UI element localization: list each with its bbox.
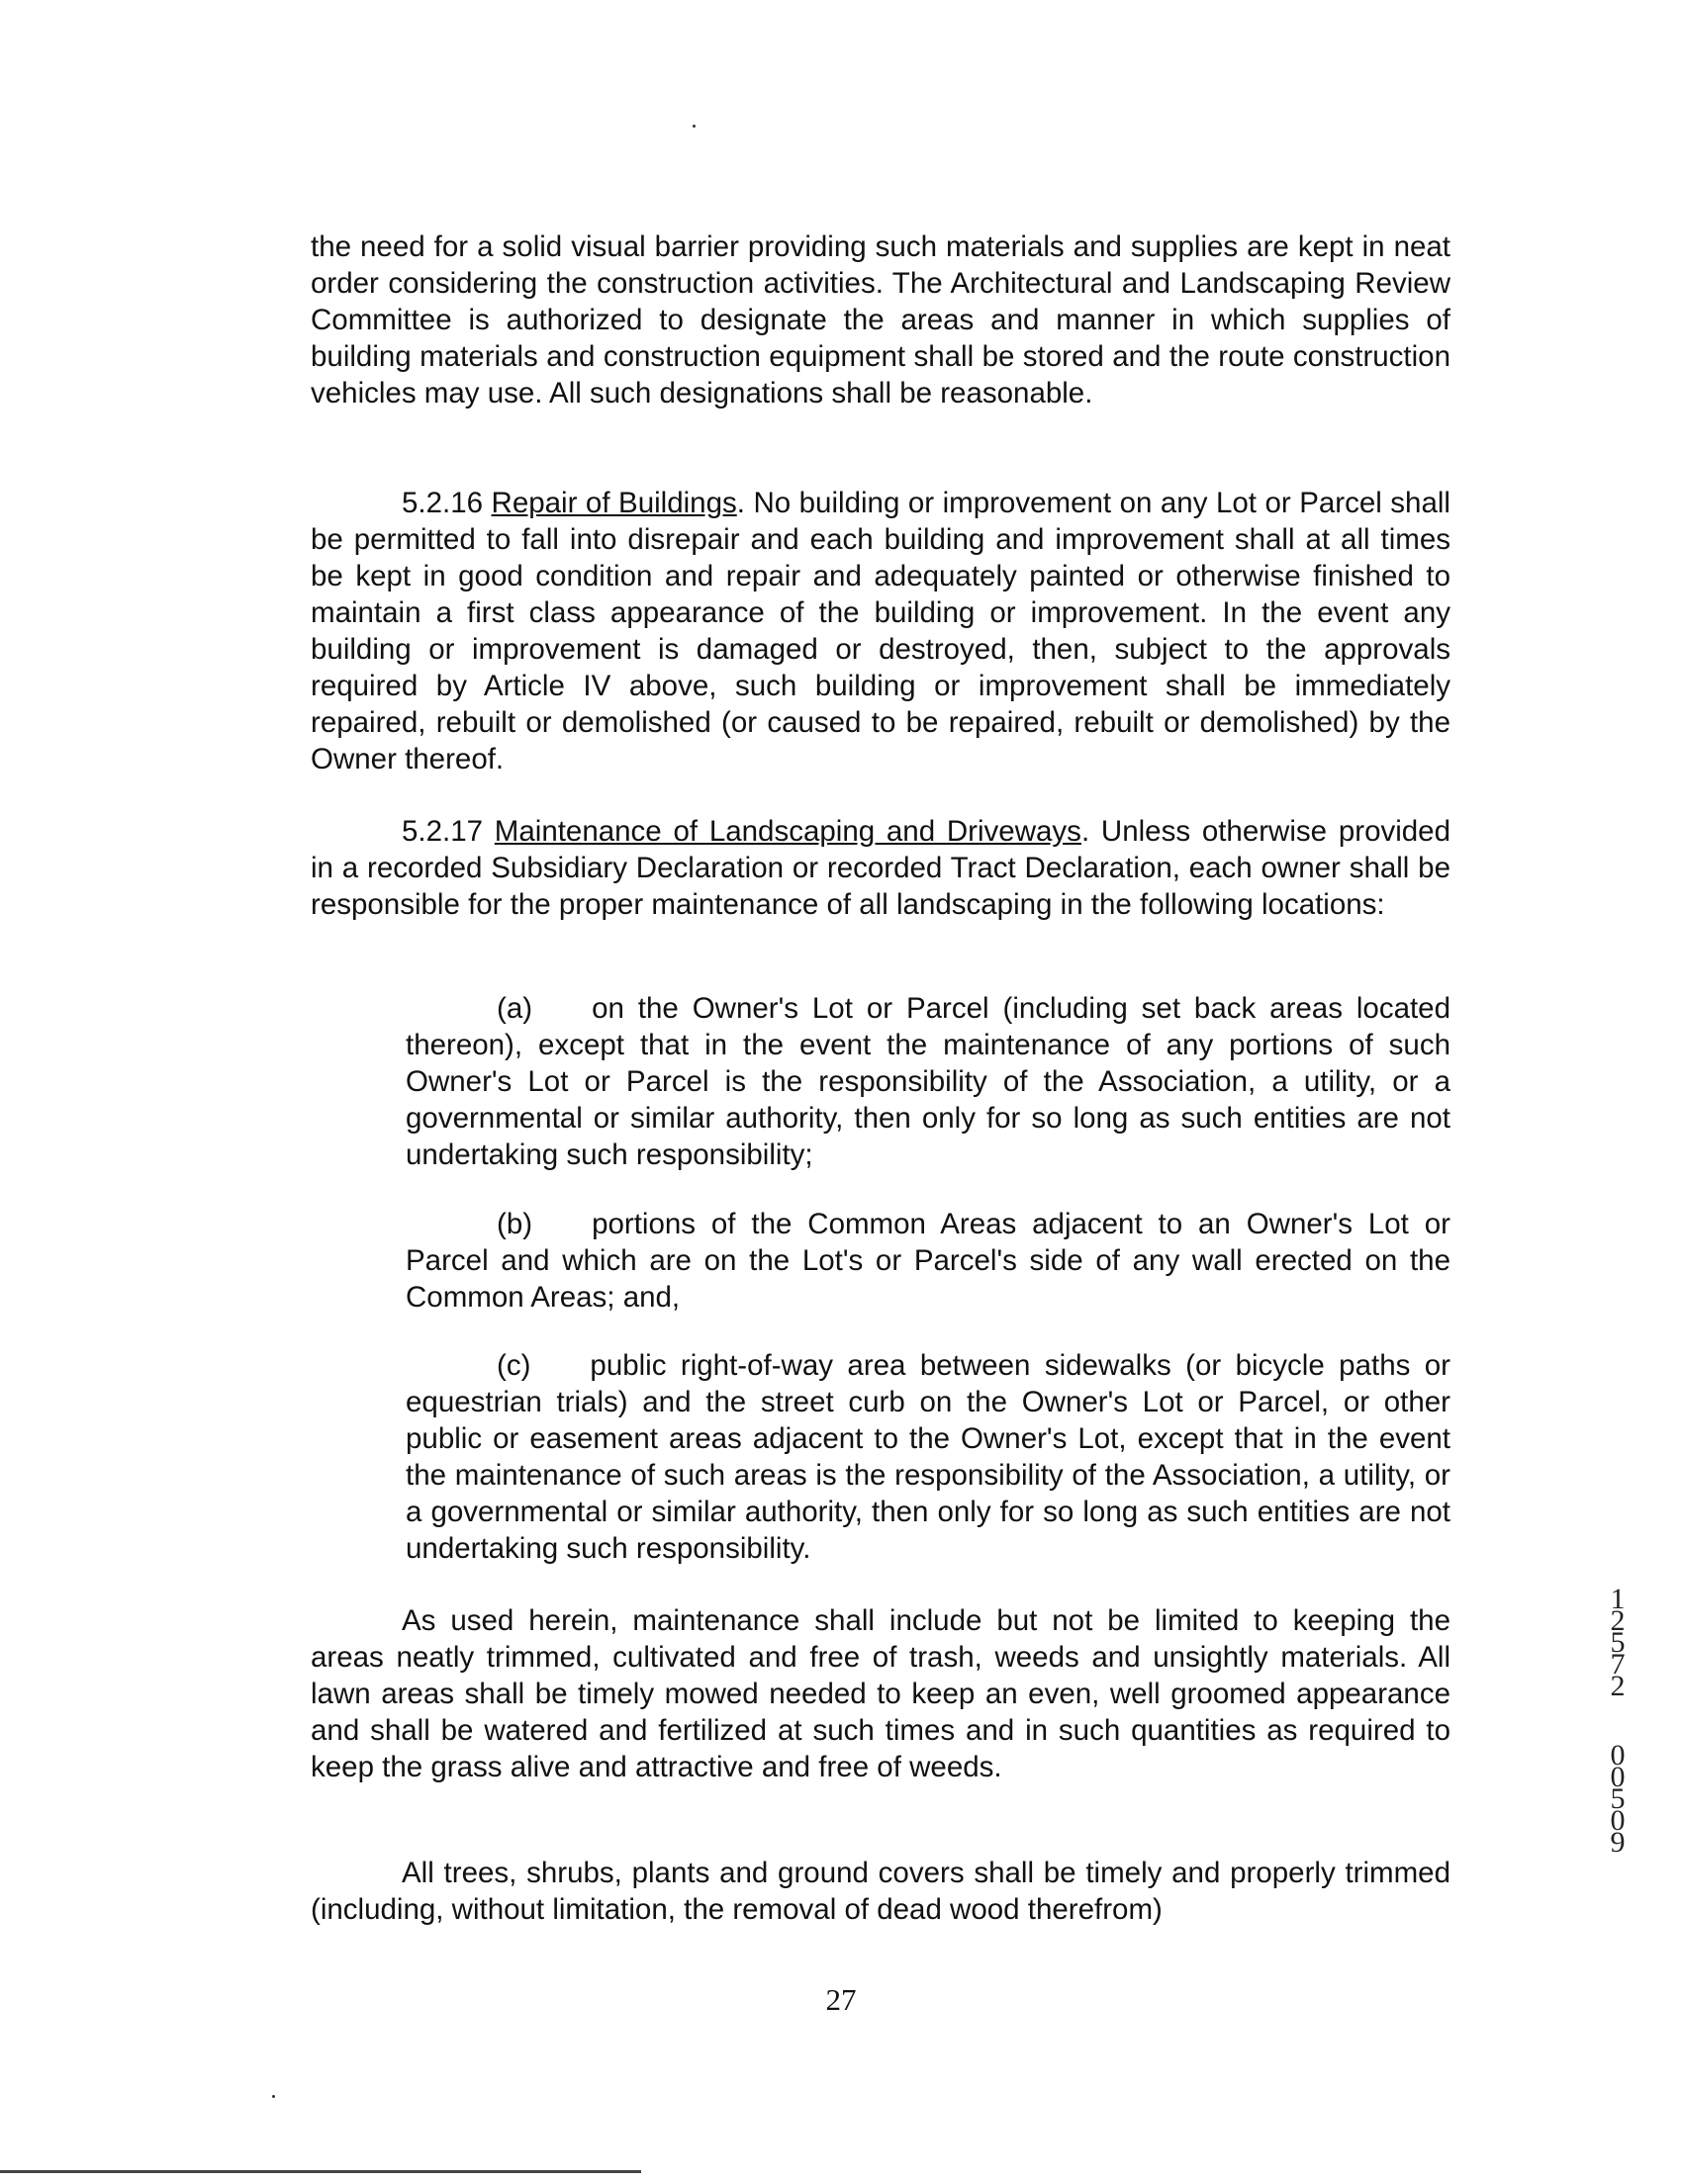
paragraph-construction-materials: the need for a solid visual barrier providing such materials and supplies are kept in neat order considering the construction activities. The Architectural and Landscaping Review Committee is authorized to designate the areas and manner in which supplies of building materials and construction equipment shall be stored and the route construction vehicles may use. All such designations shall be reasonable.: [311, 230, 1450, 410]
list-item-text: public right-of-way area between sidewalks (or bicycle paths or equestrian trials) and the street curb on the Owner's Lot or Parcel, or other public or easement areas adjacent to the Owner's Lot, except that in the event the maintenance of such areas is the responsibility of the Association, a utility, or a governmental or similar authority, then only for so long as such entities are not undertaking such responsibility.: [406, 1349, 1450, 1565]
section-number: 5.2.17: [402, 815, 484, 848]
page-number: 27: [825, 1982, 857, 2017]
recording-stamp-top: 12572: [1610, 1583, 1626, 1702]
list-item-b: [406, 1206, 1450, 1316]
scan-speck: [693, 125, 696, 128]
paragraph-maintenance-definition: As used herein, maintenance shall include but not be limited to keeping the areas neatly trimmed, cultivated and free of trash, weeds and unsightly materials. All lawn areas shall be timely mowed needed to keep an even, well groomed appearance and shall be watered and fertilized at such times and in such quantities as required to keep the grass alive and attractive and free of weeds.: [311, 1604, 1450, 1783]
list-item-label: (b): [497, 1208, 533, 1240]
scan-speck: [272, 2095, 275, 2098]
section-5-2-16: [311, 485, 1450, 777]
list-item-label: (c): [497, 1349, 531, 1382]
section-heading: Repair of Buildings: [491, 487, 737, 519]
section-number: 5.2.16: [402, 487, 484, 519]
paragraph-trees-shrubs: All trees, shrubs, plants and ground covers shall be timely and properly trimmed (including, without limitation, the removal of dead wood therefrom): [311, 1857, 1450, 1926]
section-5-2-17: [311, 813, 1450, 923]
section-text: . Unless otherwise provided in a recorded Subsidiary Declaration or recorded Tract Declaration, each owner shall be responsible for the proper maintenance of all landscaping in the following locations:: [311, 815, 1450, 921]
scan-edge-line: [0, 2170, 641, 2173]
section-heading: Maintenance of Landscaping and Driveways: [494, 815, 1081, 848]
recording-stamp-bottom: 00509: [1610, 1739, 1626, 1859]
section-text: . No building or improvement on any Lot or Parcel shall be permitted to fall into disrepair and each building and improvement shall at all times be kept in good condition and repair and adequately painted or otherwise finished to maintain a first class appearance of the building or improvement. In the event any building or improvement is damaged or destroyed, then, subject to the approvals required by Article IV above, such building or improvement shall be immediately repaired, rebuilt or demolished (or caused to be repaired, rebuilt or demolished) by the Owner thereof.: [311, 487, 1450, 775]
list-item-label: (a): [497, 992, 533, 1025]
list-item-a: [406, 990, 1450, 1173]
list-item-c: [406, 1347, 1450, 1567]
list-item-text: on the Owner's Lot or Parcel (including set back areas located thereon), except that in the event the maintenance of any portions of such Owner's Lot or Parcel is the responsibility of the Association, a utility, or a governmental or similar authority, then only for so long as such entities are not undertaking such responsibility;: [406, 992, 1450, 1171]
list-item-text: portions of the Common Areas adjacent to an Owner's Lot or Parcel and which are on the Lot's or Parcel's side of any wall erected on the Common Areas; and,: [406, 1208, 1450, 1314]
